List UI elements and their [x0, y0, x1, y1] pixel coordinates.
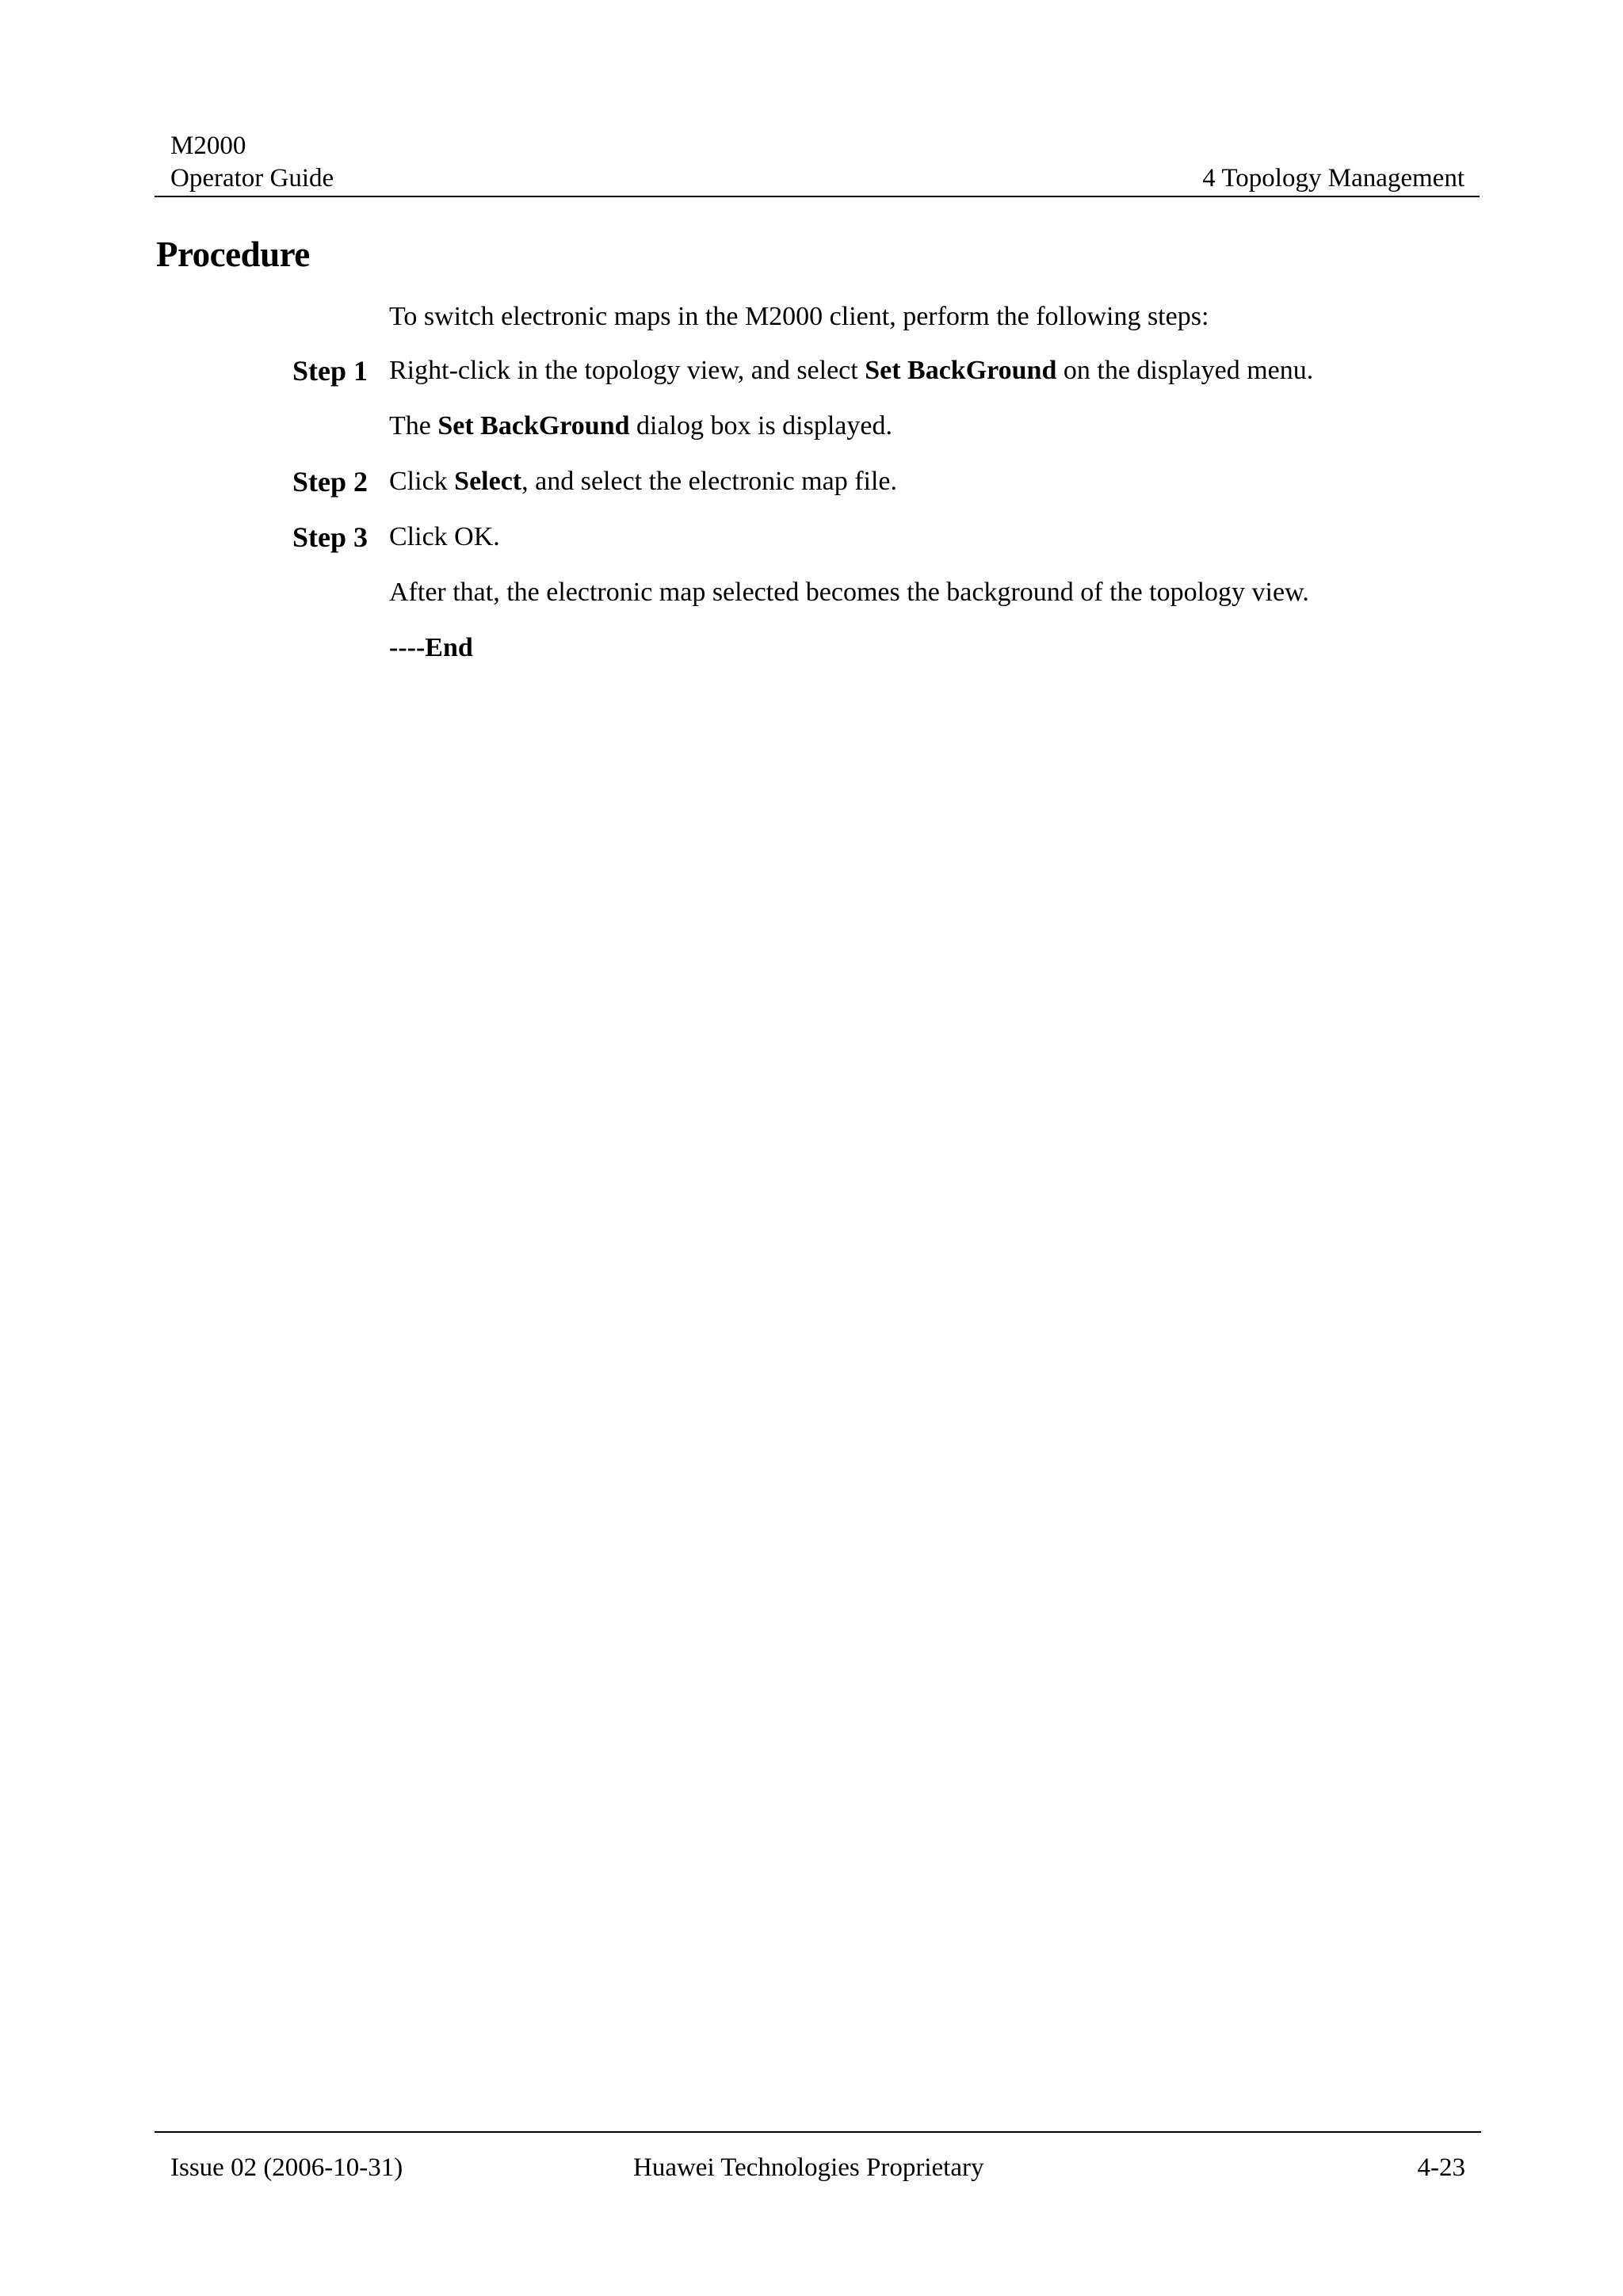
footer-issue: Issue 02 (2006-10-31) [170, 2153, 403, 2182]
step-1-menu-item: Set BackGround [865, 356, 1057, 385]
page-footer [155, 2131, 1481, 2196]
step-1-result-before: The [389, 411, 438, 441]
step-1-text-after: on the displayed menu. [1056, 356, 1314, 385]
header-product: M2000 [170, 132, 246, 160]
footer-company: Huawei Technologies Proprietary [633, 2153, 984, 2182]
page-header [155, 127, 1480, 197]
step-2-text-before: Click [389, 467, 455, 496]
step-3-text: Click OK. [389, 522, 500, 551]
intro-text: To switch electronic maps in the M2000 client, perform the following steps: [389, 302, 1209, 331]
step-1-label: Step 1 [292, 355, 368, 387]
step-1-text-before: Right-click in the topology view, and select [389, 356, 865, 385]
step-1-result [389, 409, 892, 444]
step-1-result-dialog-name: Set BackGround [437, 411, 630, 441]
header-guide-title: Operator Guide [170, 164, 334, 193]
step-2-button-name: Select [454, 467, 522, 496]
footer-page-number: 4-23 [1417, 2153, 1465, 2182]
step-2-text [389, 464, 897, 499]
step-3-label: Step 3 [292, 521, 368, 553]
end-marker: ----End [389, 633, 473, 662]
step-2-label: Step 2 [292, 466, 368, 498]
header-chapter: 4 Topology Management [1202, 164, 1465, 193]
step-3-result: After that, the electronic map selected becomes the background of the topology view. [389, 578, 1309, 607]
step-1-text [389, 353, 1313, 388]
section-title: Procedure [156, 235, 310, 274]
step-2-text-after: , and select the electronic map file. [521, 467, 898, 496]
step-1-result-after: dialog box is displayed. [629, 411, 892, 441]
